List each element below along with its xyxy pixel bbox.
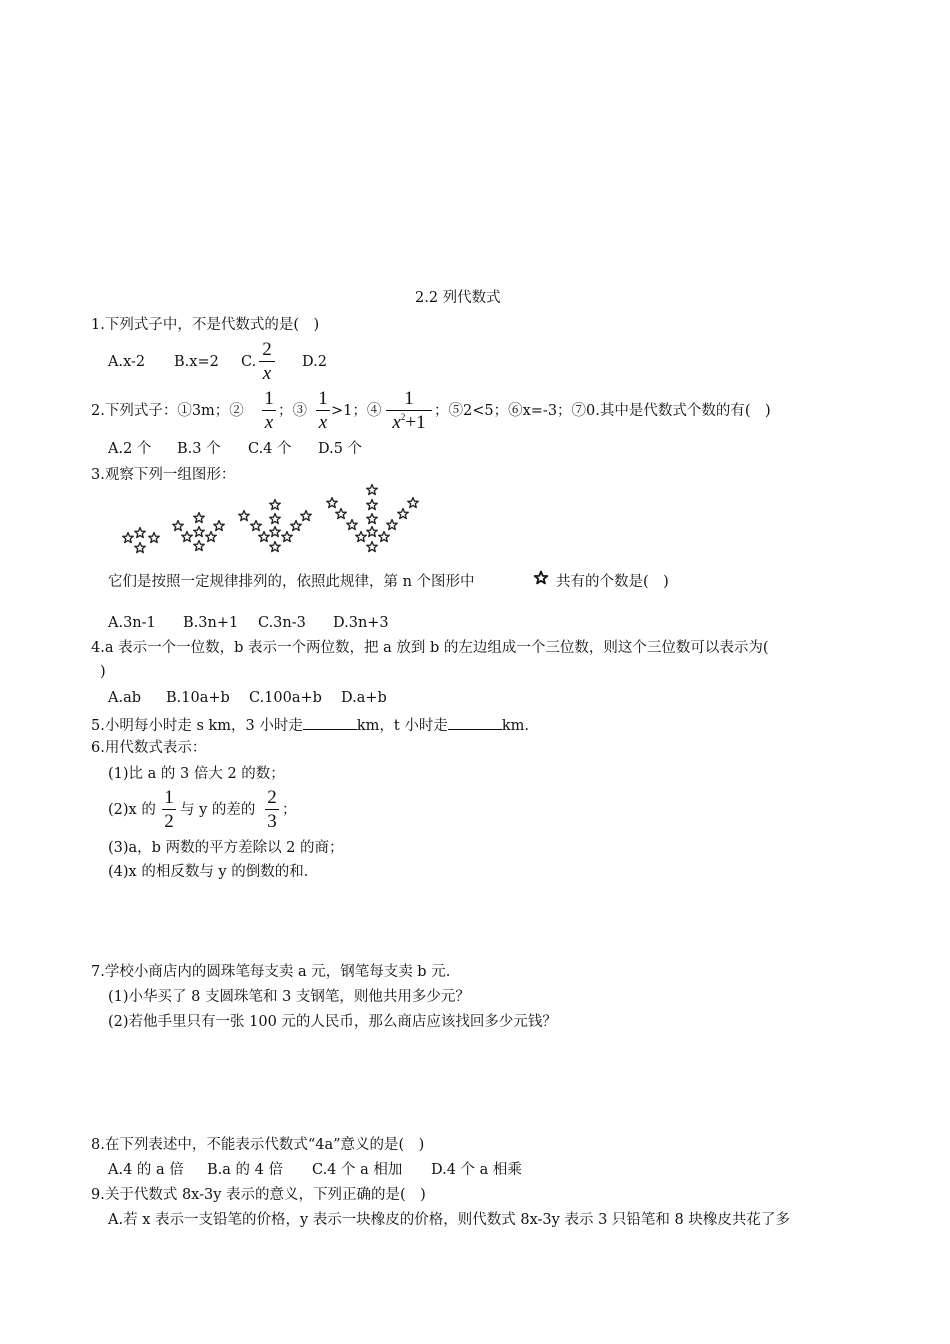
q3-option-c: C.3n-3 [258,615,306,631]
star-icon [367,514,378,524]
star-icon [194,513,205,523]
q8-option-c: C.4 个 a 相加 [312,1162,403,1178]
q1-option-b: B.x=2 [174,354,219,370]
star-icon [270,527,281,537]
figure-3 [239,500,312,552]
q3-text-before: 它们是按照一定规律排列的，依照此规律，第 n 个图形中 [108,574,475,590]
star-icon [251,521,262,531]
star-icon [135,543,146,553]
q6-fraction-1 [162,788,176,831]
q6-fraction-2 [265,788,279,831]
star-icon [387,520,398,530]
star-icon [259,532,270,542]
q5-part1: 5.小明每小时走 s km，3 小时走 [91,718,303,734]
star-icon [347,520,358,530]
q2-stem-part3: >1；④ [331,403,382,419]
page-title: 2.2 列代数式 [415,290,501,306]
q3-text-after: 共有的个数是( ) [556,574,669,590]
q6-stem: 6.用代数式表示： [91,740,207,756]
q9-stem: 9.关于代数式 8x-3y 表示的意义，下列正确的是( ) [91,1187,426,1203]
star-icon [135,528,146,538]
fraction-bar [162,809,176,810]
q1-stem: 1.下列式子中，不是代数式的是( ) [91,317,320,333]
q4-option-a: A.ab [108,690,142,706]
star-icon [149,533,160,543]
star-icon [239,511,250,521]
q6-sub4: (4)x 的相反数与 y 的倒数的和. [108,864,309,880]
q8-option-b: B.a 的 4 倍 [207,1162,283,1178]
q4-option-d: D.a+b [341,690,387,706]
star-icon [533,570,549,586]
q1-option-c-prefix: C. [241,354,257,370]
star-icon [194,527,205,537]
q2-option-a: A.2 个 [108,441,152,457]
star-icon [367,485,378,495]
star-icon [182,532,193,542]
q2-f1-numerator: 1 [264,388,274,409]
star-icon [398,509,409,519]
star-icon [270,514,281,524]
q6-f1-denominator: 2 [164,811,174,832]
q8-option-d: D.4 个 a 相乘 [431,1162,522,1178]
q2-f3-denominator-base: x [392,412,401,433]
star-icon [367,500,378,510]
q7-sub1: (1)小华买了 8 支圆珠笔和 3 支钢笔，则他共用多少元？ [108,989,470,1005]
q2-f1-denominator: x [264,412,274,433]
q1-option-d: D.2 [302,354,327,370]
q3-option-b: B.3n+1 [183,615,239,631]
q2-stem-part2: ；③ [278,403,307,419]
star-icon [173,521,184,531]
q2-option-d: D.5 个 [318,441,363,457]
star-icon [291,521,302,531]
star-icon [336,509,347,519]
star-icon [367,527,378,537]
star-icon [214,521,225,531]
star-pattern-figures [0,0,950,600]
q2-stem-part4: ；⑤2<5；⑥x=-3；⑦0.其中是代数式个数的有( ) [434,403,771,419]
star-icon [123,533,134,543]
q1-option-a: A.x-2 [108,354,146,370]
q1-c-denominator: x [262,363,272,384]
star-icon [270,500,281,510]
q2-f3-denominator-tail: +1 [405,412,426,433]
q6-f2-denominator: 3 [267,811,277,832]
q4-option-c: C.100a+b [249,690,322,706]
q9-option-a: A.若 x 表示一支铅笔的价格，y 表示一块橡皮的价格，则代数式 8x-3y 表示 3 只铅笔和 8 块橡皮共花了多 [108,1212,790,1228]
q5-blank-2[interactable] [448,717,502,730]
q5-part3: km. [501,718,530,734]
q3-stem: 3.观察下列一组图形： [91,467,236,483]
figure-1 [123,528,160,553]
q2-f2-denominator: x [318,412,328,433]
q3-option-a: A.3n-1 [108,615,156,631]
q7-sub2: (2)若他手里只有一张 100 元的人民币，那么商店应该找回多少元钱？ [108,1014,557,1030]
q6-f2-numerator: 2 [267,787,277,808]
q4-option-b: B.10a+b [166,690,230,706]
q2-option-b: B.3 个 [177,441,221,457]
q6-sub3: (3)a，b 两数的平方差除以 2 的商； [108,840,344,856]
q6-f1-numerator: 1 [164,787,174,808]
q4-stem-line1: 4.a 表示一个一位数，b 表示一个两位数，把 a 放到 b 的左边组成一个三位数，则这个三位数可以表示为( [91,640,769,656]
star-icon [194,541,205,551]
q2-option-c: C.4 个 [248,441,292,457]
star-icon [379,532,390,542]
q2-f3-numerator: 1 [404,388,414,409]
q6-sub2-a: (2)x 的 [108,802,156,818]
q5-part2: km，t 小时走 [356,718,448,734]
q7-stem: 7.学校小商店内的圆珠笔每支卖 a 元，钢笔每支卖 b 元. [91,964,451,980]
star-icon [270,542,281,552]
star-icon [327,498,338,508]
star-icon [356,532,367,542]
q6-sub2-c: ； [282,802,297,818]
figure-2 [173,513,225,551]
q2-f3-exponent: 2 [400,412,406,422]
star-icon [408,498,419,508]
q6-sub1: (1)比 a 的 3 倍大 2 的数； [108,766,285,782]
star-icon [206,532,217,542]
q5-blank-1[interactable] [303,717,357,730]
star-icon [282,532,293,542]
fraction-bar [265,809,279,810]
q5-line [91,717,529,734]
star-icon [367,542,378,552]
q6-sub2-b: 与 y 的差的 [180,802,256,818]
q2-stem-part1: 2.下列式子：①3m；② [91,403,244,419]
figure-4 [327,485,419,552]
q8-option-a: A.4 的 a 倍 [108,1162,184,1178]
q4-stem-line2: ) [100,664,106,680]
q3-option-d: D.3n+3 [333,615,389,631]
q8-stem: 8.在下列表述中，不能表示代数式“4a”意义的是( ) [91,1137,425,1153]
star-icon [301,511,312,521]
q2-f2-numerator: 1 [318,388,328,409]
q1-c-numerator: 2 [262,339,272,360]
